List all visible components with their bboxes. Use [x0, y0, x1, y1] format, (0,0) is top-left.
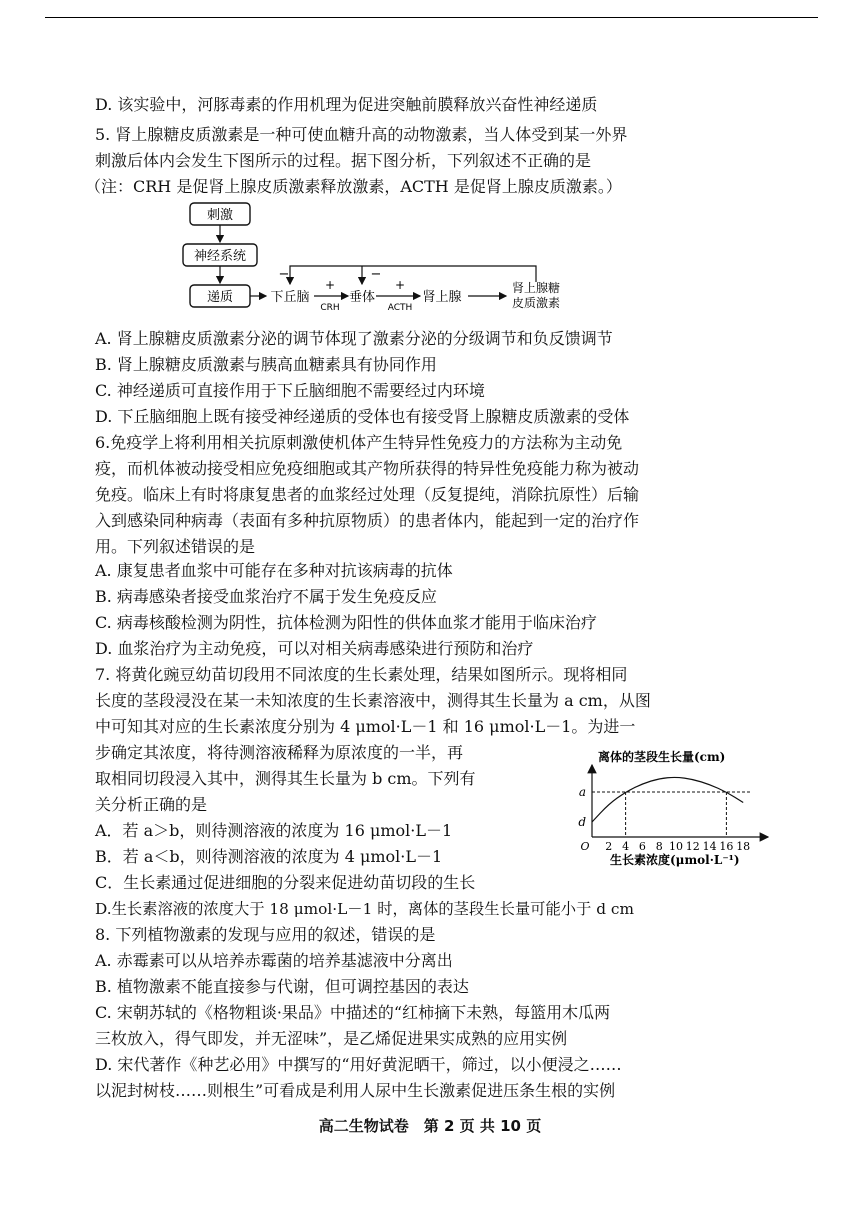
option-8a: A. 赤霉素可以从培养赤霉菌的培养基滤液中分离出: [95, 951, 453, 970]
auxin-growth-chart: [570, 745, 782, 870]
feedback-minus-pituitary: −: [370, 267, 382, 282]
question-7-line-6: 关分析正确的是: [95, 795, 208, 814]
option-6c: C. 病毒核酸检测为阴性，抗体检测为阳性的供体血浆才能用于临床治疗: [95, 613, 597, 632]
question-6-line-3: 免疫。临床上有时将康复患者的血浆经过处理（反复提纯，消除抗原性）后输: [95, 485, 640, 504]
x-tick-label: 14: [702, 840, 717, 853]
question-6-line-4: 入到感染同种病毒（表面有多种抗原物质）的患者体内，能起到一定的治疗作: [95, 511, 640, 530]
option-8c-line-1: C. 宋朝苏轼的《格物粗谈·果品》中描述的“红柿摘下未熟，每篮用木瓜两: [95, 1003, 611, 1022]
question-7-line-5: 取相同切段浸入其中，测得其生长量为 b cm。下列有: [95, 769, 476, 788]
transmitter-label: 递质: [206, 290, 234, 305]
question-6-line-1: 6.免疫学上将利用相关抗原刺激使机体产生特异性免疫力的方法称为主动免: [95, 433, 623, 452]
feedback-minus-hypothalamus: −: [278, 267, 290, 282]
page-footer: 高二生物试卷 第 2 页 共 10 页: [318, 1117, 542, 1135]
x-tick-label: 16: [719, 840, 734, 853]
pituitary-label: 垂体: [348, 290, 376, 305]
acth-plus: +: [394, 278, 406, 292]
x-tick-label: 10: [669, 840, 683, 853]
option-5b: B. 肾上腺糖皮质激素与胰高血糖素具有协同作用: [95, 355, 437, 374]
crh-plus: +: [324, 278, 336, 292]
option-5c: C. 神经递质可直接作用于下丘脑细胞不需要经过内环境: [95, 381, 485, 400]
option-6a: A. 康复患者血浆中可能存在多种对抗该病毒的抗体: [95, 561, 453, 580]
option-7c: C．生长素通过促进细胞的分裂来促进幼苗切段的生长: [95, 873, 476, 892]
adrenal-label: 肾上腺: [422, 290, 462, 305]
option-5d: D. 下丘脑细胞上既有接受神经递质的受体也有接受肾上腺糖皮质激素的受体: [95, 407, 630, 426]
option-6b: B. 病毒感染者接受血浆治疗不属于发生免疫反应: [95, 587, 437, 606]
y-tick-label-a: a: [578, 785, 586, 799]
x-tick-label: 2: [605, 840, 613, 853]
question-6-line-5: 用。下列叙述错误的是: [95, 537, 256, 556]
option-8b: B. 植物激素不能直接参与代谢，但可调控基因的表达: [95, 977, 469, 996]
question-7-line-4: 步确定其浓度，将待测溶液稀释为原浓度的一半，再: [95, 743, 464, 762]
chart-title: 离体的茎段生长量(cm): [598, 750, 726, 764]
option-5a: A. 肾上腺糖皮质激素分泌的调节体现了激素分泌的分级调节和负反馈调节: [95, 329, 613, 348]
option-6d: D. 血浆治疗为主动免疫，可以对相关病毒感染进行预防和治疗: [95, 639, 534, 658]
x-tick-label: 8: [655, 840, 663, 853]
option-8d-line-2: 以泥封树枝……则根生”可看成是利用人尿中生长激素促进压条生根的实例: [95, 1081, 616, 1100]
question-7-line-2: 长度的茎段浸没在某一未知浓度的生长素溶液中，测得其生长量为 a cm，从图: [95, 691, 651, 710]
option-7b: B．若 a＜b，则待测溶液的浓度为 4 μmol·L－1: [95, 847, 443, 866]
option-8c-line-2: 三枚放入，得气即发，并无涩味”，是乙烯促进果实成熟的应用实例: [95, 1029, 568, 1048]
nervous-system-label: 神经系统: [193, 249, 247, 264]
acth-label: ACTH: [387, 303, 413, 313]
question-8: 8. 下列植物激素的发现与应用的叙述，错误的是: [95, 925, 436, 944]
x-tick-label: 18: [736, 840, 751, 853]
hypothalamus-label: 下丘脑: [270, 290, 310, 305]
x-tick-label: 12: [685, 840, 700, 853]
glucocorticoid-label-2: 皮质激素: [511, 296, 561, 310]
option-7a: A．若 a＞b，则待测溶液的浓度为 16 μmol·L－1: [95, 821, 453, 840]
option-7d: D.生长素溶液的浓度大于 18 μmol·L－1 时，离体的茎段生长量可能小于 d cm: [95, 900, 634, 918]
hormone-regulation-diagram: [180, 198, 580, 316]
y-tick-label-d: d: [578, 815, 586, 829]
option-4d: D. 该实验中，河豚毒素的作用机理为促进突触前膜释放兴奋性神经递质: [95, 95, 598, 114]
question-5-line-2: 刺激后体内会发生下图所示的过程。据下图分析，下列叙述不正确的是: [95, 151, 592, 170]
option-8d-line-1: D. 宋代著作《种艺必用》中撰写的“用好黄泥晒干，筛过，以小便浸之……: [95, 1055, 622, 1074]
stimulus-label: 刺激: [206, 208, 234, 223]
header-rule: [45, 17, 818, 18]
question-7-line-1: 7. 将黄化豌豆幼苗切段用不同浓度的生长素处理，结果如图所示。现将相同: [95, 665, 628, 684]
x-tick-label: O: [580, 840, 590, 853]
glucocorticoid-label-1: 肾上腺糖: [511, 281, 561, 295]
x-tick-label: 4: [622, 840, 630, 853]
question-6-line-2: 疫，而机体被动接受相应免疫细胞或其产物所获得的特异性免疫能力称为被动: [95, 459, 640, 478]
crh-label: CRH: [320, 303, 340, 313]
question-5-note: （注：CRH 是促肾上腺皮质激素释放激素，ACTH 是促肾上腺皮质激素。）: [85, 177, 622, 196]
question-5-line-1: 5. 肾上腺糖皮质激素是一种可使血糖升高的动物激素，当人体受到某一外界: [95, 125, 628, 144]
x-axis-label: 生长素浓度(μmol·L⁻¹): [610, 853, 740, 867]
growth-curve: [592, 777, 743, 822]
x-tick-label: 6: [638, 840, 646, 853]
question-7-line-3: 中可知其对应的生长素浓度分别为 4 μmol·L－1 和 16 μmol·L－1。为进一: [95, 717, 636, 736]
